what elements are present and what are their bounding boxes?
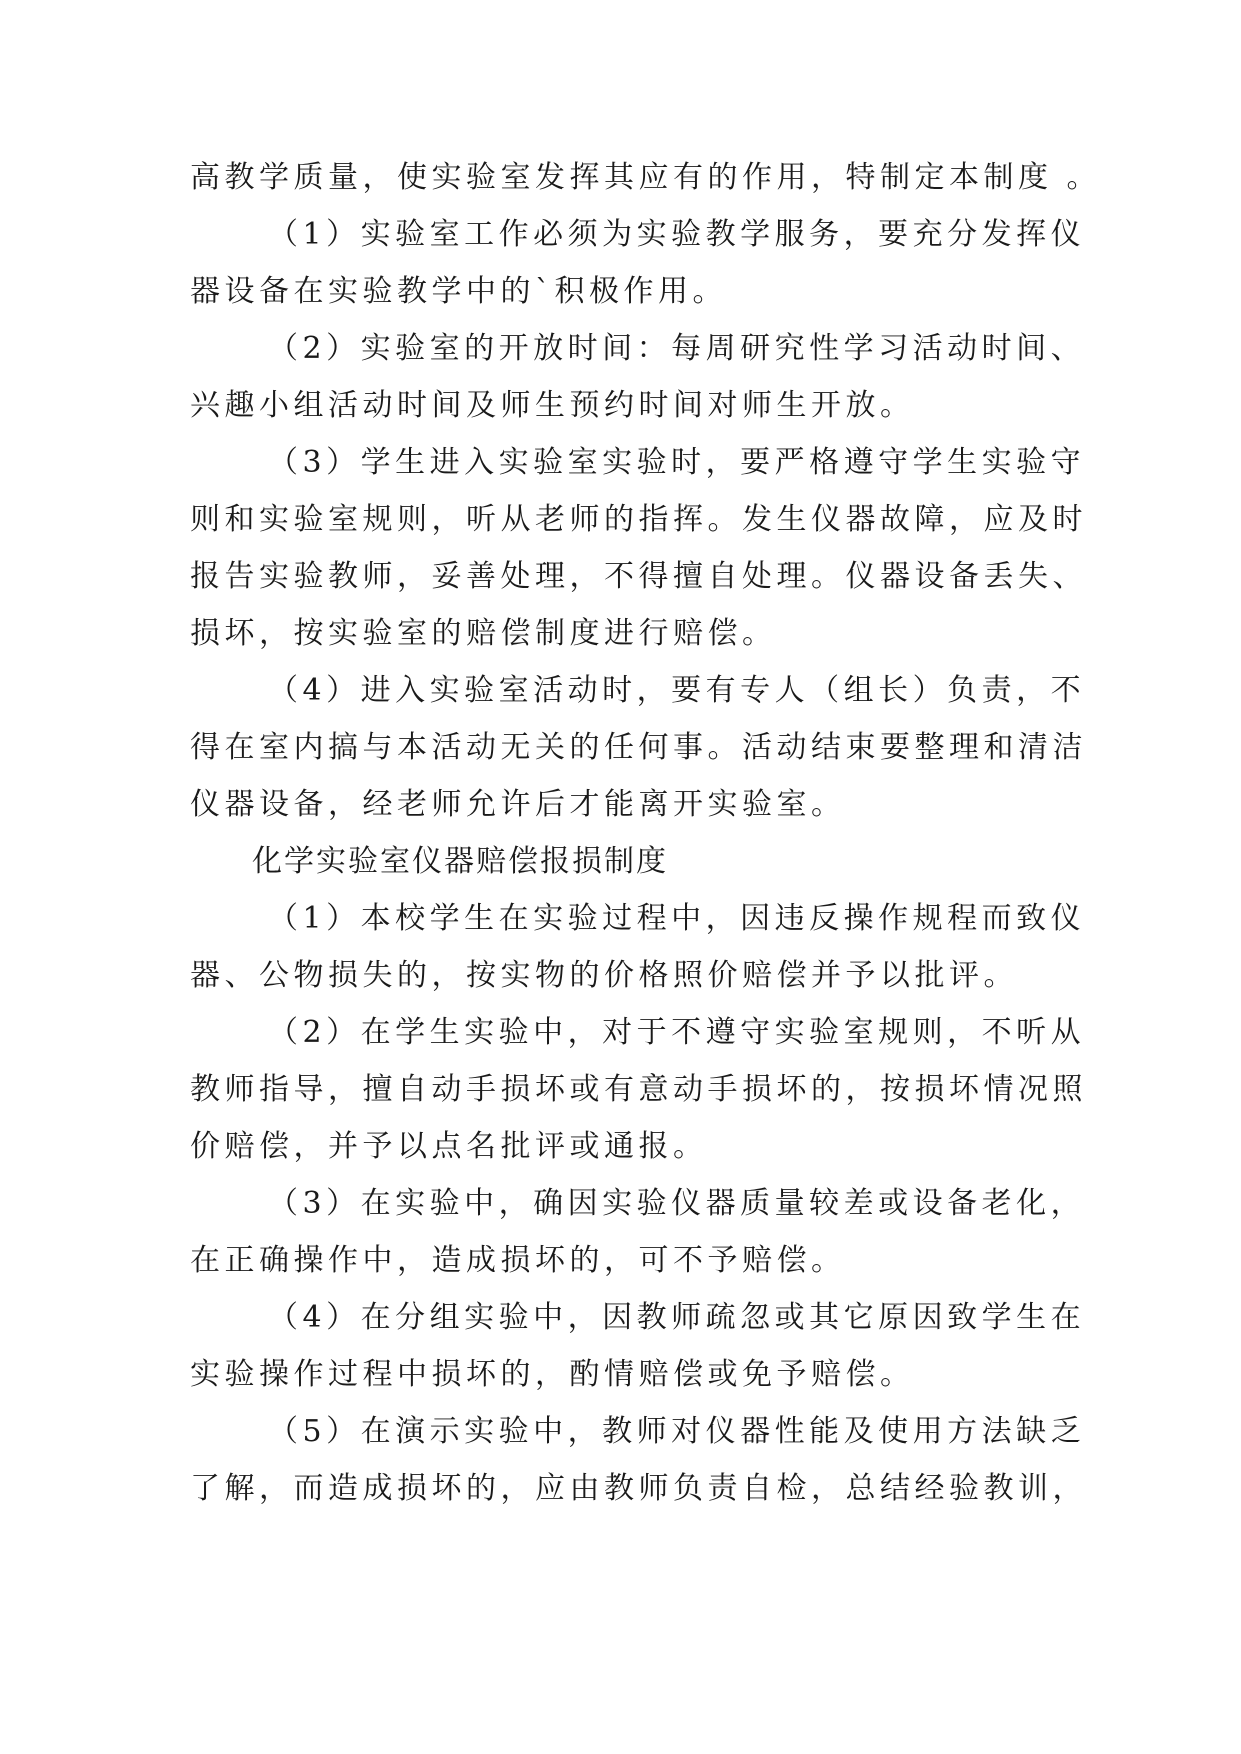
text-line: 则和实验室规则，听从老师的指挥。发生仪器故障，应及时 xyxy=(190,502,1087,537)
text-line: （1）本校学生在实验过程中，因违反操作规程而致仪 xyxy=(268,901,1086,936)
text-line: 价赔偿，并予以点名批评或通报。 xyxy=(190,1129,708,1164)
text-line: 兴趣小组活动时间及师生预约时间对师生开放。 xyxy=(190,388,915,423)
text-line: 器设备在实验教学中的`积极作用。 xyxy=(190,274,727,309)
text-line: （2）实验室的开放时间：每周研究性学习活动时间、 xyxy=(268,331,1086,366)
section-heading: 化学实验室仪器赔偿报损制度 xyxy=(252,844,668,879)
text-line: （4）进入实验室活动时，要有专人（组长）负责，不 xyxy=(268,673,1086,708)
text-line: （5）在演示实验中，教师对仪器性能及使用方法缺乏 xyxy=(268,1414,1086,1449)
text-line: 报告实验教师，妥善处理，不得擅自处理。仪器设备丢失、 xyxy=(190,559,1087,594)
text-line: 实验操作过程中损坏的，酌情赔偿或免予赔偿。 xyxy=(190,1357,915,1392)
text-line: （4）在分组实验中，因教师疏忽或其它原因致学生在 xyxy=(268,1300,1086,1335)
text-line: 损坏，按实验室的赔偿制度进行赔偿。 xyxy=(190,616,777,651)
text-line: 在正确操作中，造成损坏的，可不予赔偿。 xyxy=(190,1243,846,1278)
text-line: （2）在学生实验中，对于不遵守实验室规则，不听从 xyxy=(268,1015,1086,1050)
text-line: 得在室内搞与本活动无关的任何事。活动结束要整理和清洁 xyxy=(190,730,1087,765)
text-line: 仪器设备，经老师允许后才能离开实验室。 xyxy=(190,787,846,822)
text-line: 教师指导，擅自动手损坏或有意动手损坏的，按损坏情况照 xyxy=(190,1072,1087,1107)
text-line: 器、公物损失的，按实物的价格照价赔偿并予以批评。 xyxy=(190,958,1018,993)
text-line: （3）在实验中，确因实验仪器质量较差或设备老化， xyxy=(268,1186,1086,1221)
text-line: 高教学质量，使实验室发挥其应有的作用，特制定本制度 。 xyxy=(190,160,1102,195)
text-line: 了解，而造成损坏的，应由教师负责自检，总结经验教训， xyxy=(190,1471,1087,1506)
text-line: （3）学生进入实验室实验时，要严格遵守学生实验守 xyxy=(268,445,1086,480)
text-line: （1）实验室工作必须为实验教学服务，要充分发挥仪 xyxy=(268,217,1086,252)
